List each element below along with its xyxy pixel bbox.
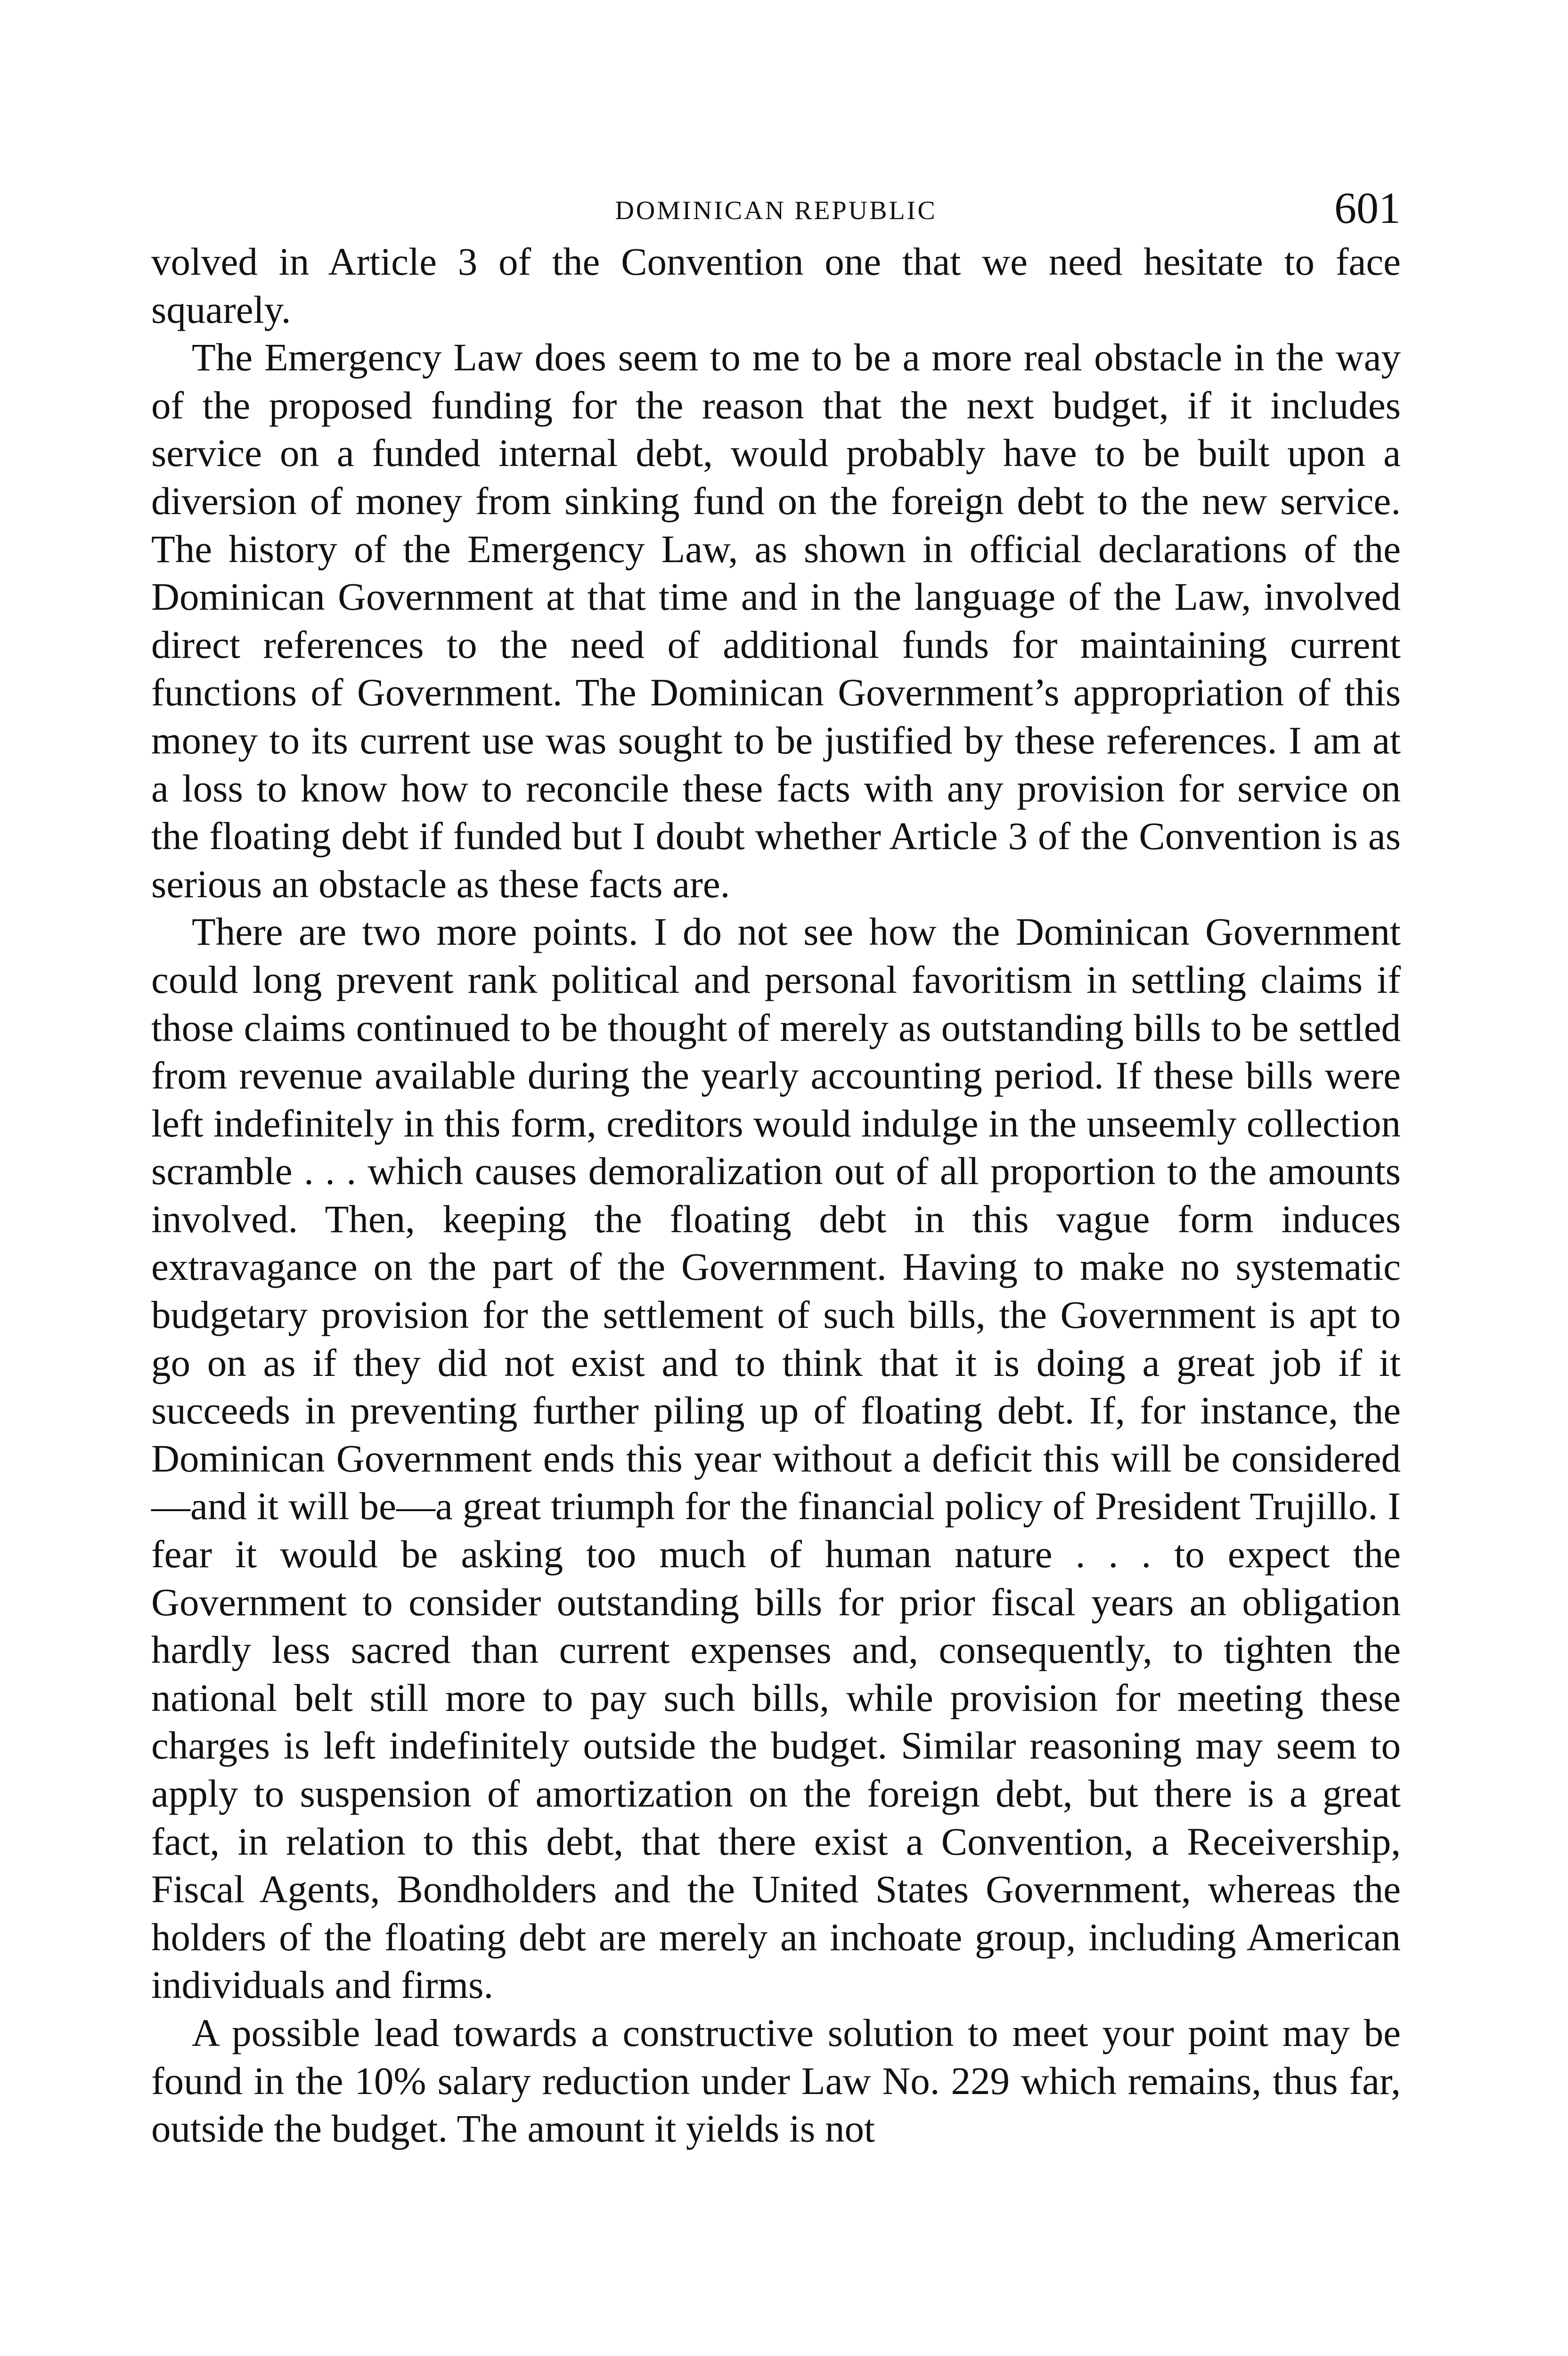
paragraph-emergency-law: The Emergency Law does seem to me to be a more real obstacle in the way of the proposed funding for the reason that the next budget, if it includes service on a funded internal debt, would probably have to be built upon a diversion of money from sinking fund on the foreign debt to the new service. The history of the Emergency Law, as shown in official declarations of the Dominican Government at that time and in the language of the Law, involved direct references to the need of additional funds for maintaining current functions of Government. The Dominican Government’s appropriation of this money to its current use was sought to be justified by these references. I am at a loss to know how to reconcile these facts with any provision for service on the floating debt if funded but I doubt whether Article 3 of the Convention is as serious an obstacle as these facts are. (151, 335, 1401, 906)
paragraph-two-more-points: There are two more points. I do not see how the Dominican Government could long prevent rank political and personal favoritism in settling claims if those claims continued to be thought of merely as outstanding bills to be settled from revenue available during the yearly accounting period. If these bills were left indefinitely in this form, creditors would indulge in the unseemly collection scramble . . . which causes demoralization out of all proportion to the amounts involved. Then, keeping the floating debt in this vague form induces extravagance on the part of the Government. Having to make no systematic budgetary provision for the settlement of such bills, the Government is apt to go on as if they did not exist and to think that it is doing a great job if it succeeds in preventing further piling up of floating debt. If, for instance, the Dominican Government ends this year without a deficit this will be considered—and it will be—a great triumph for the financial policy of President Trujillo. I fear it would be asking too much of human nature . . . to expect the Government to consider outstanding bills for prior fiscal years an obligation hardly less sacred than current expenses and, consequently, to tighten the national belt still more to pay such bills, while provision for meeting these charges is left indefinitely outside the budget. Similar reasoning may seem to apply to suspension of amortization on the foreign debt, but there is a great fact, in relation to this debt, that there exist a Convention, a Receivership, Fiscal Agents, Bondholders and the United States Government, whereas the holders of the floating debt are merely an inchoate group, including American individuals and firms. (151, 910, 1401, 2007)
running-title: DOMINICAN REPUBLIC (615, 196, 937, 225)
body-text (151, 238, 1401, 2153)
running-head (151, 186, 1401, 238)
page-number: 601 (1334, 184, 1401, 233)
paragraph-continued: volved in Article 3 of the Convention one that we need hesitate to face squarely. (151, 240, 1401, 331)
paragraph-possible-lead: A possible lead towards a constructive solution to meet your point may be found in the 10% salary reduction under Law No. 229 which remains, thus far, outside the budget. The amount it yields is not (151, 2011, 1401, 2151)
document-page (151, 186, 1401, 2153)
